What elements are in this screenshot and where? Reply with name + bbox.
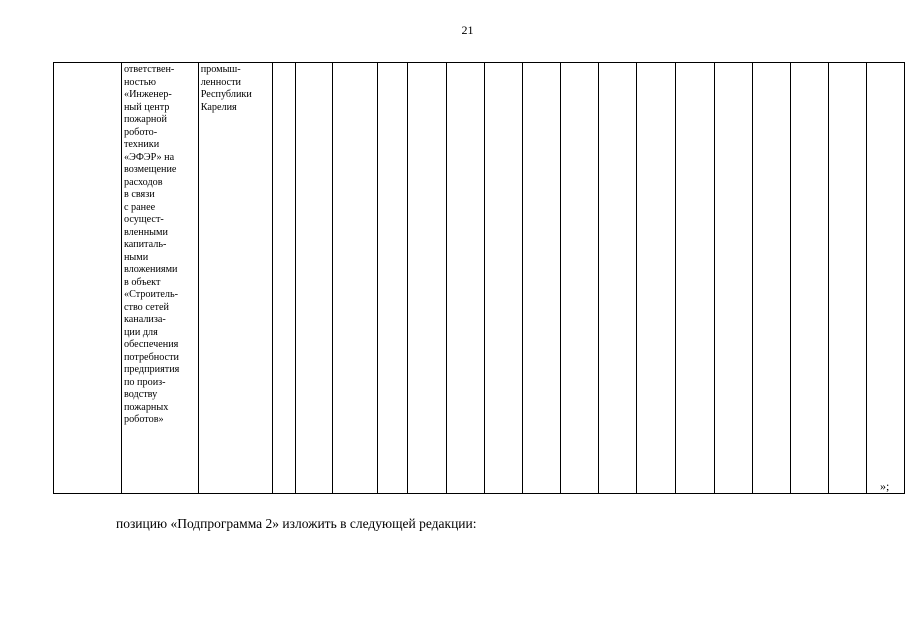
cell-text-line: расходов — [123, 176, 163, 188]
table-cell-empty — [273, 63, 296, 494]
table-cell-description — [121, 63, 198, 494]
cell-text-line: вленными — [123, 226, 168, 238]
table-cell-empty — [714, 63, 752, 494]
table-cell-empty — [790, 63, 828, 494]
cell-text-line: промыш- — [200, 64, 241, 75]
cell-text-line: канализа- — [123, 314, 166, 325]
table-cell-empty — [408, 63, 446, 494]
cell-text-line: ции для — [123, 326, 158, 338]
cell-text-line: «Инженер- — [123, 89, 172, 100]
cell-text-line: капиталь- — [123, 239, 167, 250]
cell-text-line: ный центр — [123, 101, 170, 113]
table-cell-empty — [867, 63, 905, 494]
cell-text-line: Карелия — [200, 101, 237, 113]
table-cell-empty — [333, 63, 377, 494]
cell-text-line: роботов» — [123, 414, 164, 425]
cell-text-line: водству — [123, 389, 158, 400]
table-cell-empty — [522, 63, 560, 494]
table-cell-empty — [676, 63, 714, 494]
cell-text-line: по произ- — [123, 376, 166, 388]
cell-text-line: ответствен- — [123, 64, 175, 75]
table-cell-empty — [753, 63, 790, 494]
page-number: 21 — [461, 23, 474, 37]
table-cell-empty — [296, 63, 333, 494]
cell-text-line: пожарной — [123, 114, 167, 125]
table-cell-empty — [485, 63, 522, 494]
cell-text-line: обеспечения — [123, 339, 179, 350]
cell-text-line: ностью — [123, 76, 156, 88]
cell-text-line: возмещение — [123, 164, 177, 175]
table-row — [54, 63, 905, 494]
cell-text-line: ство сетей — [123, 301, 169, 313]
cell-text-line: в объект — [123, 276, 161, 288]
table-cell-empty — [446, 63, 484, 494]
cell-text-line: ленности — [200, 76, 241, 88]
cell-text-line: вложениями — [123, 264, 178, 275]
cell-text-line: «Строитель- — [123, 289, 179, 300]
cell-text-line: с ранее — [123, 201, 156, 213]
cell-text-line: ными — [123, 251, 149, 263]
table-cell-number — [54, 63, 122, 494]
table-cell-empty — [377, 63, 408, 494]
cell-text-line: потребности — [123, 351, 179, 363]
program-table — [53, 62, 905, 494]
cell-text-line: робото- — [123, 126, 158, 138]
table-cell-empty — [599, 63, 636, 494]
cell-text-line: Республики — [200, 89, 252, 100]
cell-text-line: пожарных — [123, 401, 169, 413]
closing-quote-mark: »; — [880, 479, 890, 493]
cell-text-line: в связи — [123, 189, 155, 200]
cell-text-line: предприятия — [123, 364, 180, 375]
table-cell-empty — [561, 63, 599, 494]
table-cell-executor — [198, 63, 273, 494]
instruction-text: позицию «Подпрограмма 2» изложить в следующей редакции: — [116, 516, 477, 531]
cell-text-line: «ЭФЭР» на — [123, 151, 175, 163]
cell-text-line: осущест- — [123, 214, 164, 225]
cell-text-line: техники — [123, 139, 160, 150]
table-cell-empty — [636, 63, 675, 494]
table-cell-empty — [829, 63, 867, 494]
